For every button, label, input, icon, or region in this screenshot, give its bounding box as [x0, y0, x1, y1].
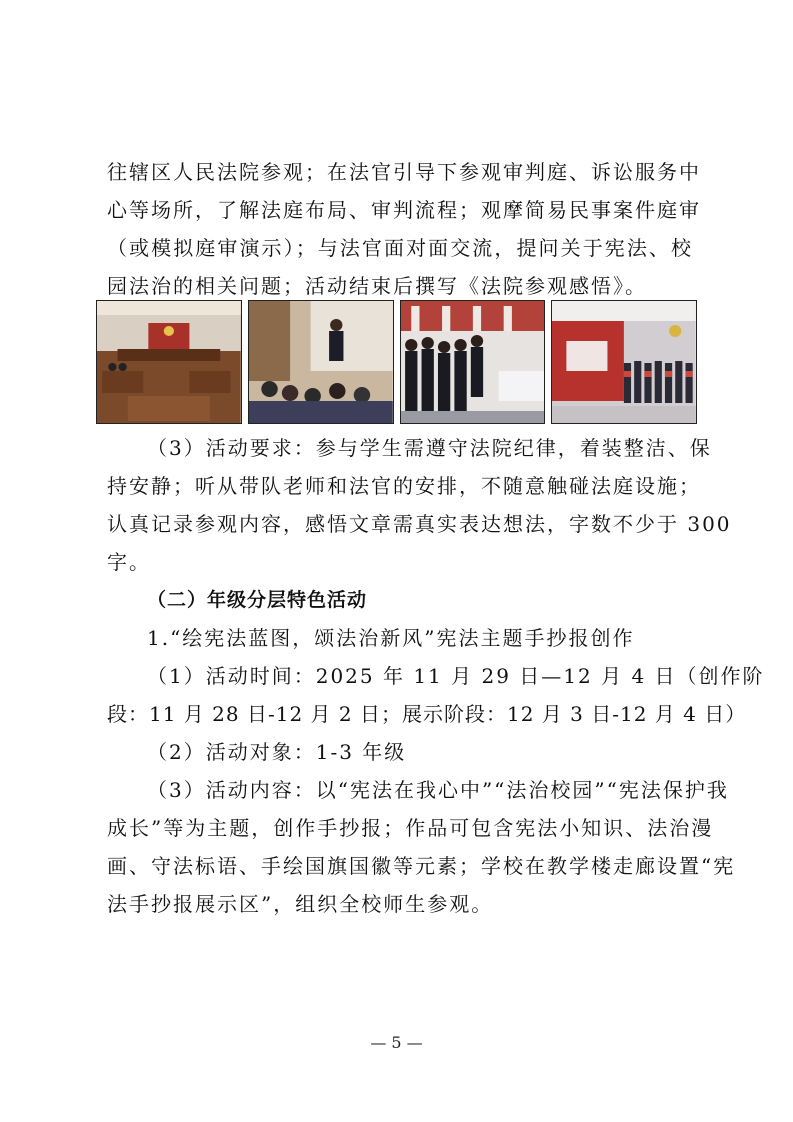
section-heading: （二）年级分层特色活动 [147, 589, 368, 611]
paragraph-line: 持安静；听从带队老师和法官的安排，不随意触碰法庭设施； [107, 474, 701, 498]
paragraph-line: 园法治的相关问题；活动结束后撰写《法院参观感悟》。 [107, 274, 647, 298]
activity-time-line: 段：11 月 28 日-12 月 2 日；展示阶段：12 月 3 日-12 月 4 日） [107, 702, 747, 726]
paragraph-line: （3）活动要求：参与学生需遵守法院纪律，着装整洁、保 [147, 436, 712, 460]
paragraph-line: 字。 [107, 550, 151, 574]
courtroom-photo [96, 300, 242, 424]
paragraph-line: （或模拟庭审演示）；与法官面对面交流，提问关于宪法、校 [107, 236, 693, 260]
exhibition-visit-photo [551, 300, 697, 424]
activity-content-line: 法手抄报展示区”，组织全校师生参观。 [107, 892, 494, 916]
paragraph-line: 往辖区人民法院参观；在法官引导下参观审判庭、诉讼服务中 [107, 160, 701, 184]
students-in-hall-photo [400, 300, 546, 424]
activity-content-line: 画、守法标语、手绘国旗国徽等元素；学校在教学楼走廊设置“宪 [107, 854, 736, 878]
page-number: — 5 — [370, 1033, 423, 1052]
activity-time-line: （1）活动时间：2025 年 11 月 29 日—12 月 4 日（创作阶 [147, 664, 765, 688]
paragraph-line: 认真记录参观内容，感悟文章需真实表达想法，字数不少于 300 [107, 512, 732, 536]
activity-title: 1.“绘宪法蓝图，颂法治新风”宪法主题手抄报创作 [147, 626, 635, 650]
activity-content-line: 成长”等为主题，创作手抄报；作品可包含宪法小知识、法治漫 [107, 816, 714, 840]
judge-with-students-photo [248, 300, 394, 424]
activity-content-line: （3）活动内容：以“宪法在我心中”“法治校园”“宪法保护我 [147, 778, 729, 802]
activity-target: （2）活动对象：1-3 年级 [147, 740, 407, 764]
photo-strip [96, 300, 697, 424]
paragraph-line: 心等场所，了解法庭布局、审判流程；观摩简易民事案件庭审 [107, 198, 701, 222]
